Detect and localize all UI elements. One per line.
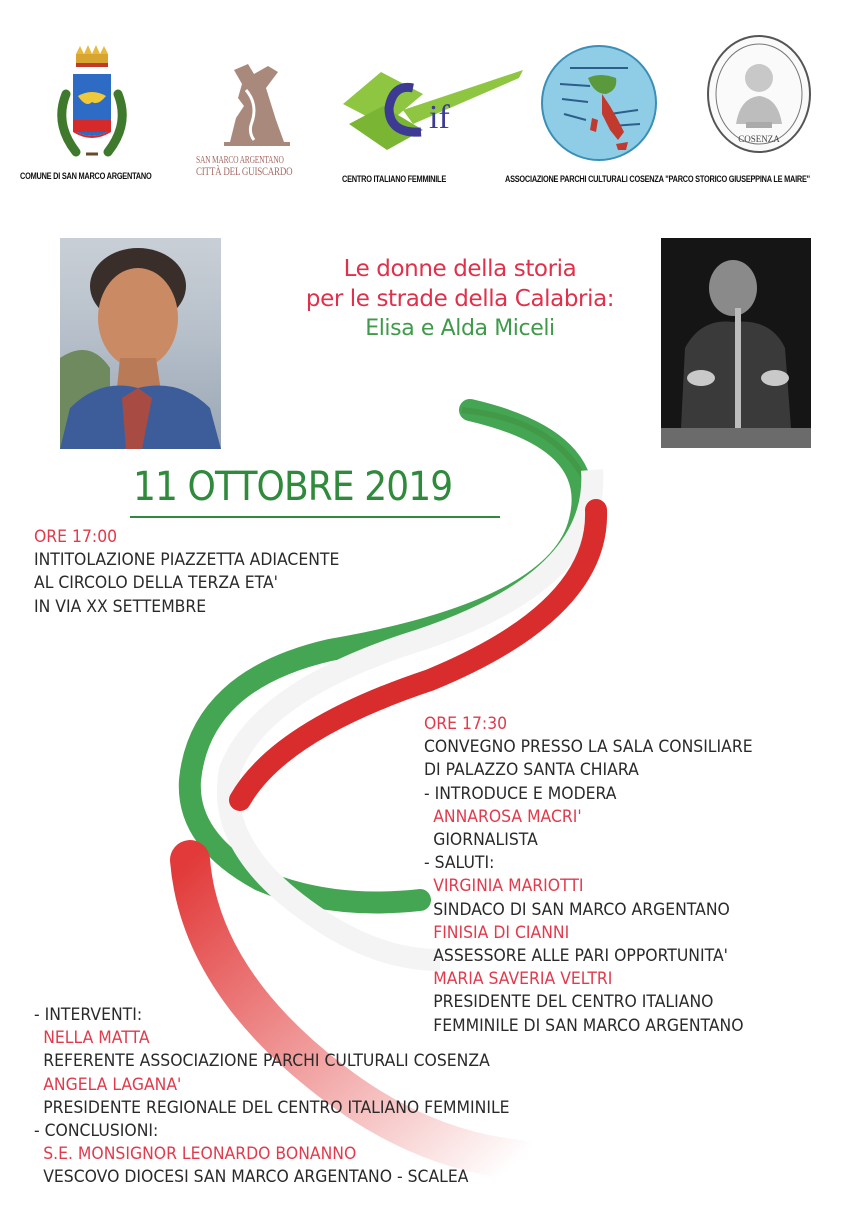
interventi-block xyxy=(34,1004,510,1190)
event-1-line: INTITOLAZIONE PIAZZETTA ADIACENTE xyxy=(34,550,340,571)
associazione-caption: ASSOCIAZIONE PARCHI CULTURALI COSENZA "PARCO STORICO GIUSEPPINA LE MAIRE" xyxy=(505,174,810,184)
saluti-role: FEMMINILE DI SAN MARCO ARGENTANO xyxy=(433,1015,744,1036)
moderator-name: ANNAROSA MACRI' xyxy=(433,806,582,827)
comune-caption: COMUNE DI SAN MARCO ARGENTANO xyxy=(20,171,152,181)
moderator-role: GIORNALISTA xyxy=(433,830,538,851)
guiscardo-caption-line2: CITTÀ DEL GUISCARDO xyxy=(196,164,293,178)
date-underline xyxy=(130,516,500,518)
speaker-name: ANGELA LAGANA' xyxy=(43,1074,182,1095)
saluti-label: - SALUTI: xyxy=(424,853,495,874)
event-1-time: ORE 17:00 xyxy=(34,527,118,547)
event-2-time: ORE 17:30 xyxy=(424,714,508,734)
event-date: 11 OTTOBRE 2019 xyxy=(133,464,453,510)
saluti-name: MARIA SAVERIA VELTRI xyxy=(433,969,613,990)
title-line-3: Elisa e Alda Miceli xyxy=(365,316,555,341)
interventi-label: - INTERVENTI: xyxy=(34,1005,143,1025)
guiscardo-caption-line1: SAN MARCO ARGENTANO xyxy=(196,155,284,166)
conclusioni-name: S.E. MONSIGNOR LEONARDO BONANNO xyxy=(43,1144,357,1165)
event-2-line: DI PALAZZO SANTA CHIARA xyxy=(424,760,639,781)
event-2-line: - INTRODUCE E MODERA xyxy=(424,783,617,804)
event-1-line: AL CIRCOLO DELLA TERZA ETA' xyxy=(34,573,278,594)
event-2-block xyxy=(424,713,753,1038)
speaker-role: PRESIDENTE REGIONALE DEL CENTRO ITALIANO FEMMINILE xyxy=(43,1097,510,1118)
saluti-role: SINDACO DI SAN MARCO ARGENTANO xyxy=(433,899,730,920)
saluti-name: VIRGINIA MARIOTTI xyxy=(433,876,584,897)
conclusioni-label: - CONCLUSIONI: xyxy=(34,1121,159,1142)
saluti-name: FINISIA DI CIANNI xyxy=(433,922,570,943)
event-1-block xyxy=(34,526,339,619)
event-2-line: CONVEGNO PRESSO LA SALA CONSILIARE xyxy=(424,737,753,758)
cif-caption: CENTRO ITALIANO FEMMINILE xyxy=(342,174,446,184)
event-1-line: IN VIA XX SETTEMBRE xyxy=(34,596,207,617)
title-line-1: Le donne della storia xyxy=(343,256,577,282)
seal-bottom-text: COSENZA xyxy=(738,134,780,144)
cif-letters: if xyxy=(429,99,450,136)
speaker-role: REFERENTE ASSOCIAZIONE PARCHI CULTURALI COSENZA xyxy=(43,1051,490,1072)
title-line-2: per le strade della Calabria: xyxy=(305,286,615,312)
speaker-name: NELLA MATTA xyxy=(43,1028,150,1049)
saluti-role: PRESIDENTE DEL CENTRO ITALIANO xyxy=(433,992,714,1013)
saluti-role: ASSESSORE ALLE PARI OPPORTUNITA' xyxy=(433,946,728,967)
conclusioni-role: VESCOVO DIOCESI SAN MARCO ARGENTANO - SCALEA xyxy=(43,1167,469,1188)
